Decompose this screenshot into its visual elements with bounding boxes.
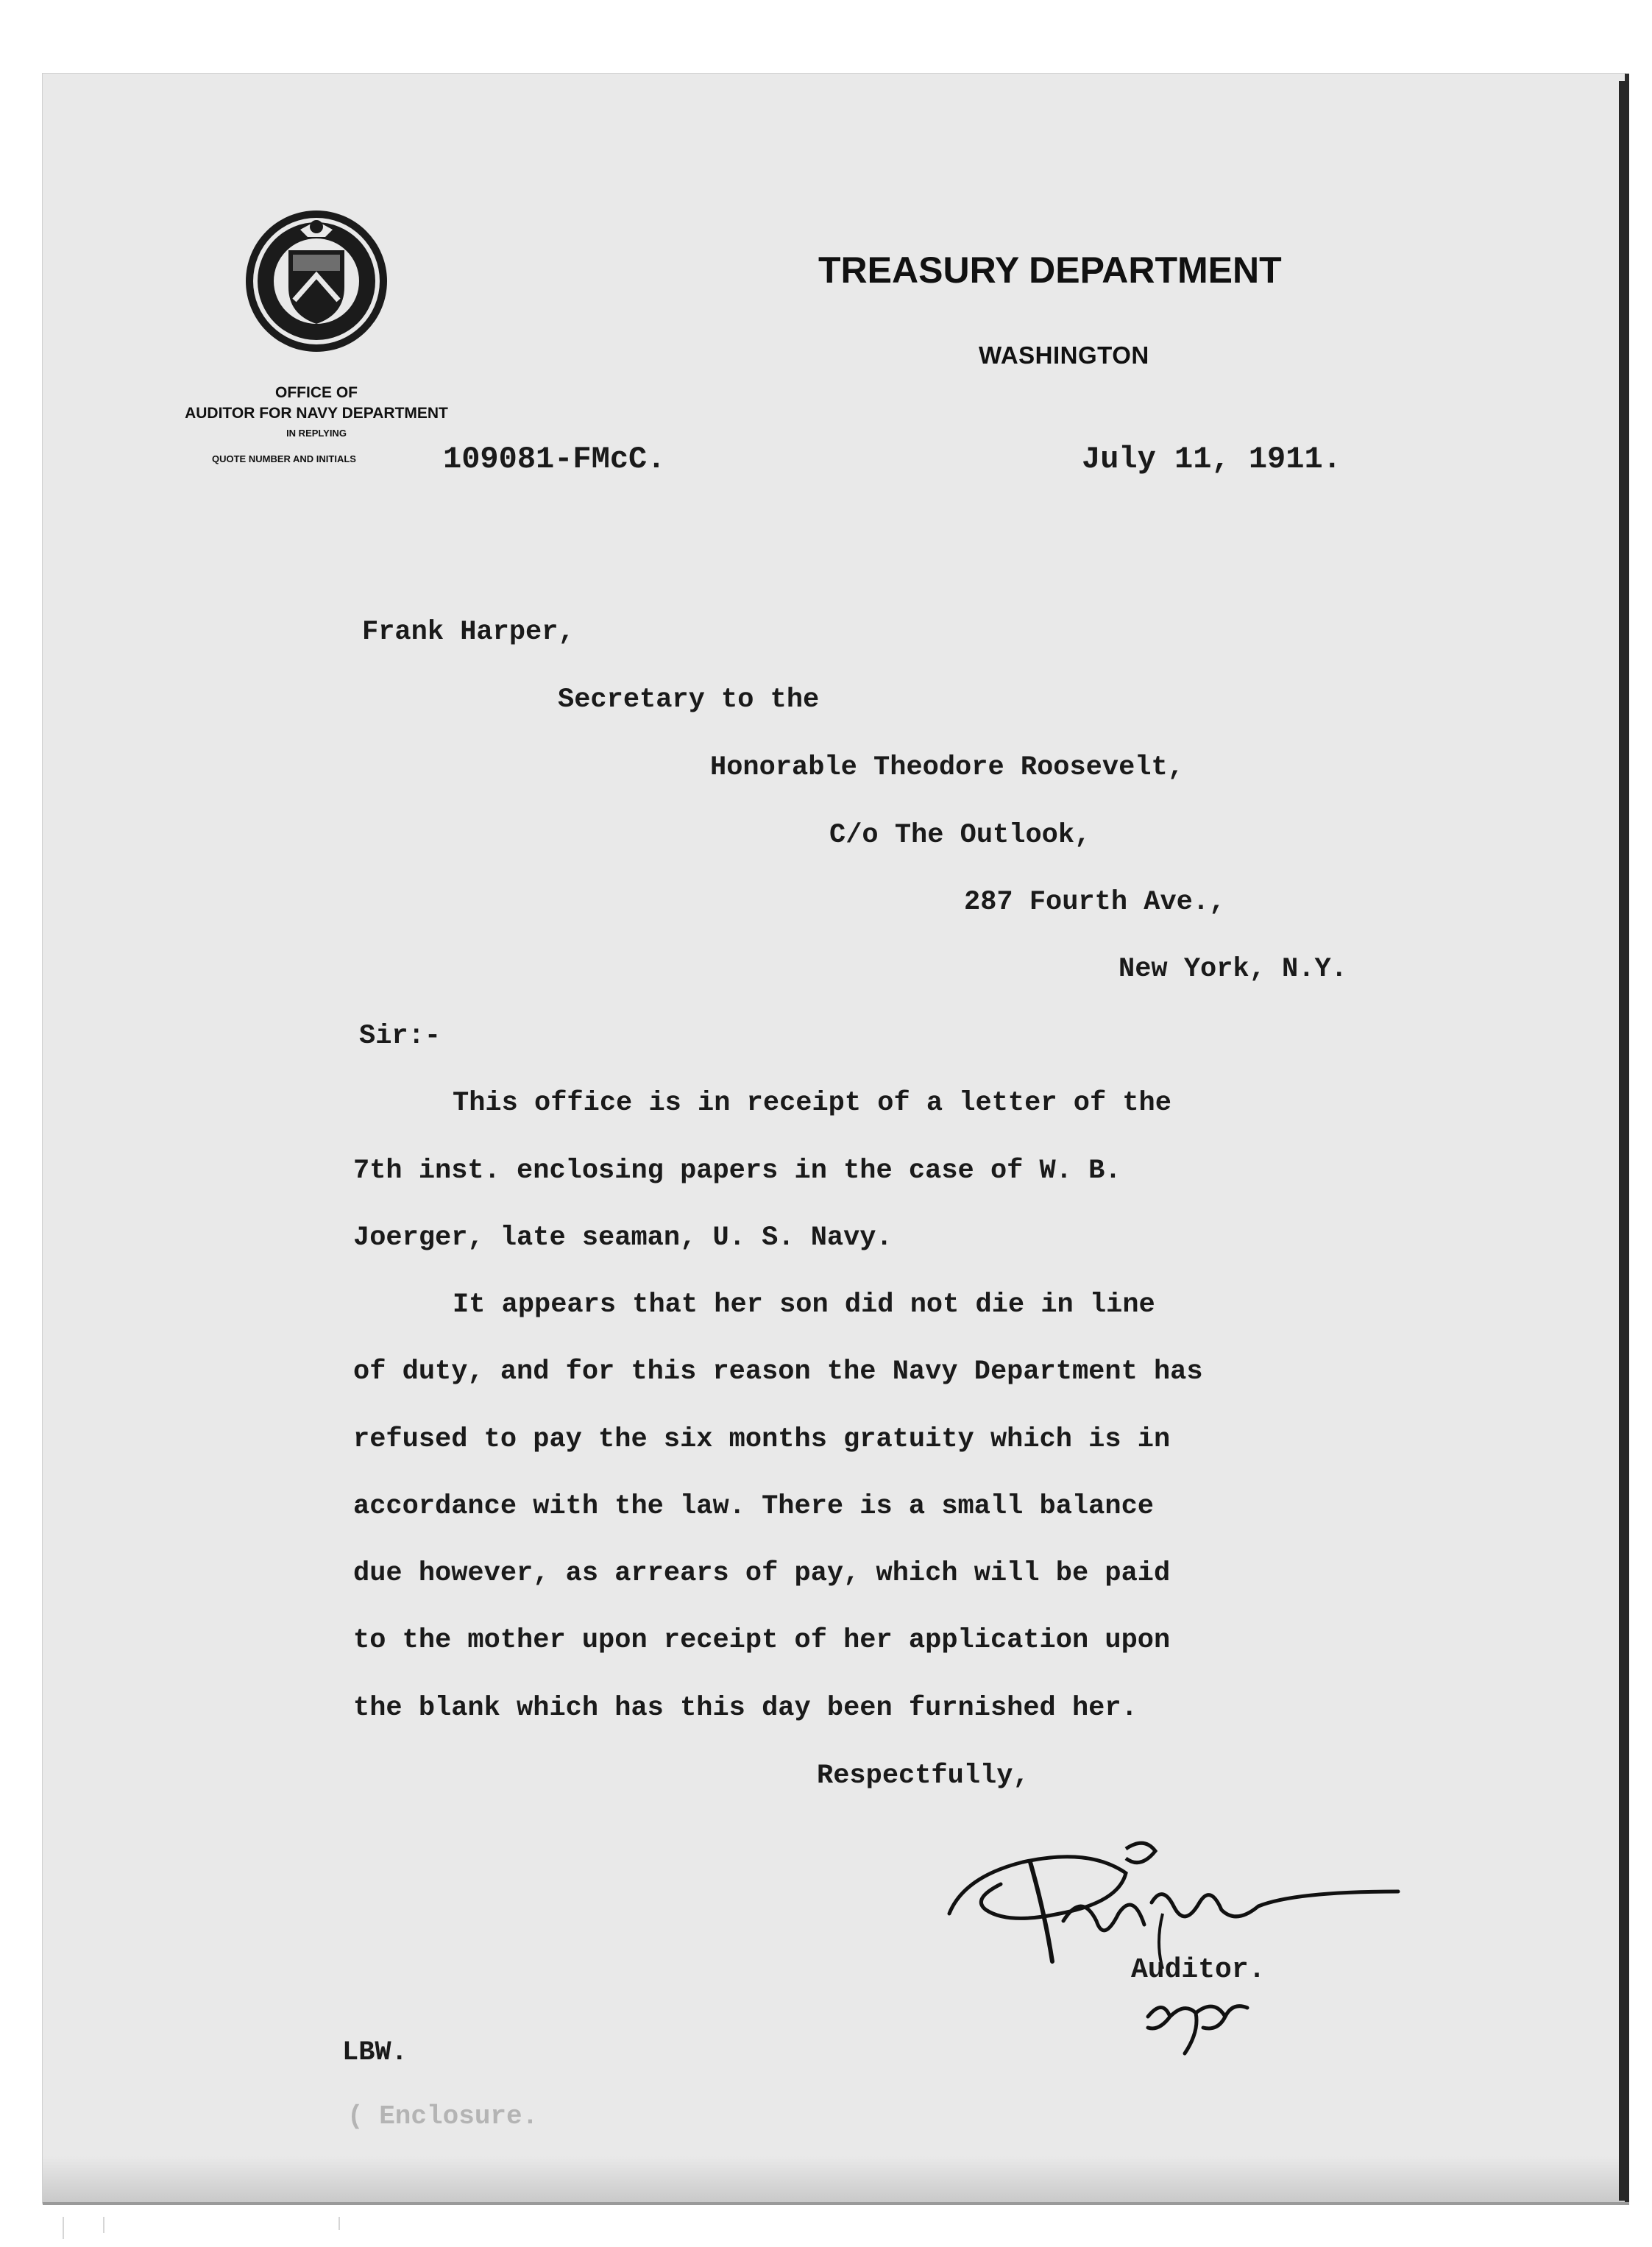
reply-line-1: IN REPLYING [286, 428, 347, 439]
sheet-bottom-edge [43, 2202, 1629, 2205]
body-line: refused to pay the six months gratuity which is in [353, 1424, 1171, 1455]
letter-date: July 11, 1911. [1082, 442, 1341, 477]
recipient-city: New York, N.Y. [1119, 954, 1347, 985]
office-line-1: OFFICE OF [275, 384, 358, 401]
body-line: This office is in receipt of a letter of the [453, 1088, 1171, 1119]
body-line: 7th inst. enclosing papers in the case of W. B. [353, 1156, 1121, 1186]
recipient-title: Secretary to the [558, 684, 820, 715]
enclosure-note: ( Enclosure. [347, 2101, 539, 2131]
body-line: due however, as arrears of pay, which will be paid [353, 1558, 1171, 1589]
sheet-bottom-shade [43, 2156, 1625, 2203]
reply-line-2: QUOTE NUMBER AND INITIALS [212, 453, 356, 464]
typist-initials: LBW. [342, 2037, 408, 2068]
body-line: Joerger, late seaman, U. S. Navy. [353, 1222, 893, 1253]
department-name: TREASURY DEPARTMENT [818, 250, 1282, 291]
scan-scratch [338, 2217, 340, 2230]
body-line: to the mother upon receipt of her application upon [353, 1625, 1171, 1656]
recipient-principal: Honorable Theodore Roosevelt, [710, 752, 1184, 783]
body-line: of duty, and for this reason the Navy Department has [353, 1356, 1203, 1387]
office-line-2: AUDITOR FOR NAVY DEPARTMENT [185, 405, 448, 422]
sheet-right-edge [1619, 81, 1629, 2201]
scan-scratch [63, 2217, 64, 2239]
body-line: the blank which has this day been furnished her. [353, 1693, 1138, 1724]
handwritten-initials [1144, 1987, 1255, 2057]
reference-number: 109081-FMcC. [443, 442, 666, 477]
recipient-care-of: C/o The Outlook, [829, 820, 1091, 851]
office-block [151, 383, 482, 440]
recipient-street: 287 Fourth Ave., [964, 887, 1226, 918]
body-line: It appears that her son did not die in line [453, 1289, 1155, 1320]
city-name: WASHINGTON [979, 342, 1149, 369]
treasury-seal-icon [243, 208, 390, 355]
recipient-name: Frank Harper, [362, 617, 575, 648]
closing: Respectfully, [817, 1761, 1029, 1791]
scan-scratch [103, 2217, 104, 2233]
salutation: Sir:- [359, 1021, 442, 1052]
signature-title: Auditor. [1131, 1954, 1266, 1986]
body-line: accordance with the law. There is a small balance [353, 1491, 1154, 1522]
